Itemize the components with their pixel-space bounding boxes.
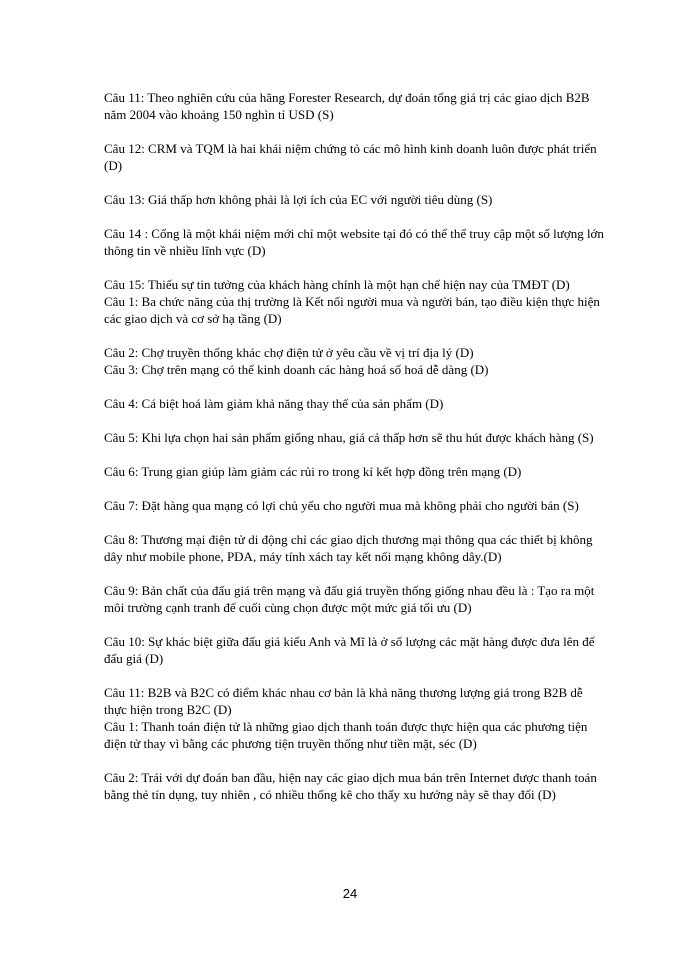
page-number: 24 xyxy=(342,886,358,901)
question-paragraph: Câu 10: Sự khác biệt giữa đấu giá kiểu Anh và Mĩ là ở số lượng các mặt hàng được đưa lên để đấu giá (D) xyxy=(104,634,595,666)
question-paragraph: Câu 7: Đặt hàng qua mạng có lợi chủ yếu cho người mua mà không phải cho người bán (S) xyxy=(104,498,579,513)
question-paragraph: Câu 4: Cá biệt hoá làm giảm khả năng thay thế của sản phẩm (D) xyxy=(104,396,444,411)
question-paragraph: Câu 12: CRM và TQM là hai khái niệm chứng tỏ các mô hình kinh doanh luôn được phát triển (D) xyxy=(104,141,597,173)
question-paragraph: Câu 1: Ba chức năng của thị trường là Kết nối người mua và người bán, tạo điều kiện thực hiện các giao dịch và cơ sở hạ tầng (D) xyxy=(104,294,600,326)
question-paragraph: Câu 1: Thanh toán điện tử là những giao dịch thanh toán được thực hiện qua các phương tiện điện tử thay vì bằng các phương tiện truyền thống như tiền mặt, séc (D) xyxy=(104,719,588,751)
question-paragraph: Câu 13: Giá thấp hơn không phải là lợi ích của EC với người tiêu dùng (S) xyxy=(104,192,493,207)
question-paragraph: Câu 2: Chợ truyền thống khác chợ điện tử ở yêu cầu về vị trí địa lý (D) xyxy=(104,345,474,360)
question-paragraph: Câu 9: Bản chất của đấu giá trên mạng và đấu giá truyền thống giống nhau đều là : Tạo ra một môi trường cạnh tranh để cuối cùng chọn được một mức giá tối ưu (D) xyxy=(104,583,595,615)
question-paragraph: Câu 6: Trung gian giúp làm giảm các rủi ro trong kí kết hợp đồng trên mạng (D) xyxy=(104,464,522,479)
document-body xyxy=(104,89,604,820)
question-paragraph: Câu 14 : Cổng là một khái niệm mới chỉ một website tại đó có thể thể truy cập một số lượng lớn thông tin về nhiều lĩnh vực (D) xyxy=(104,226,604,258)
question-paragraph: Câu 11: B2B và B2C có điểm khác nhau cơ bản là khả năng thương lượng giá trong B2B dễ thực hiện trong B2C (D) xyxy=(104,685,583,717)
question-paragraph: Câu 3: Chợ trên mạng có thể kinh doanh các hàng hoá số hoá dễ dàng (D) xyxy=(104,362,489,377)
question-paragraph: Câu 8: Thương mại điện tử di động chỉ các giao dịch thương mại thông qua các thiết bị không dây như mobile phone, PDA, máy tính xách tay kết nối mạng không dây.(D) xyxy=(104,532,593,564)
question-paragraph: Câu 2: Trái với dự đoán ban đầu, hiện nay các giao dịch mua bán trên Internet được thanh toán bằng thẻ tín dụng, tuy nhiên , có nhiều thống kê cho thấy xu hướng này sẽ thay đổi (D) xyxy=(104,770,597,802)
question-paragraph: Câu 5: Khi lựa chọn hai sản phẩm giống nhau, giá cả thấp hơn sẽ thu hút được khách hàng (S) xyxy=(104,430,594,445)
question-paragraph: Câu 15: Thiếu sự tin tưởng của khách hàng chính là một hạn chế hiện nay của TMĐT (D) xyxy=(104,277,570,292)
question-paragraph: Câu 11: Theo nghiên cứu của hãng Forester Research, dự đoán tổng giá trị các giao dịch B2B năm 2004 vào khoảng 150 nghìn tỉ USD (S) xyxy=(104,90,590,122)
